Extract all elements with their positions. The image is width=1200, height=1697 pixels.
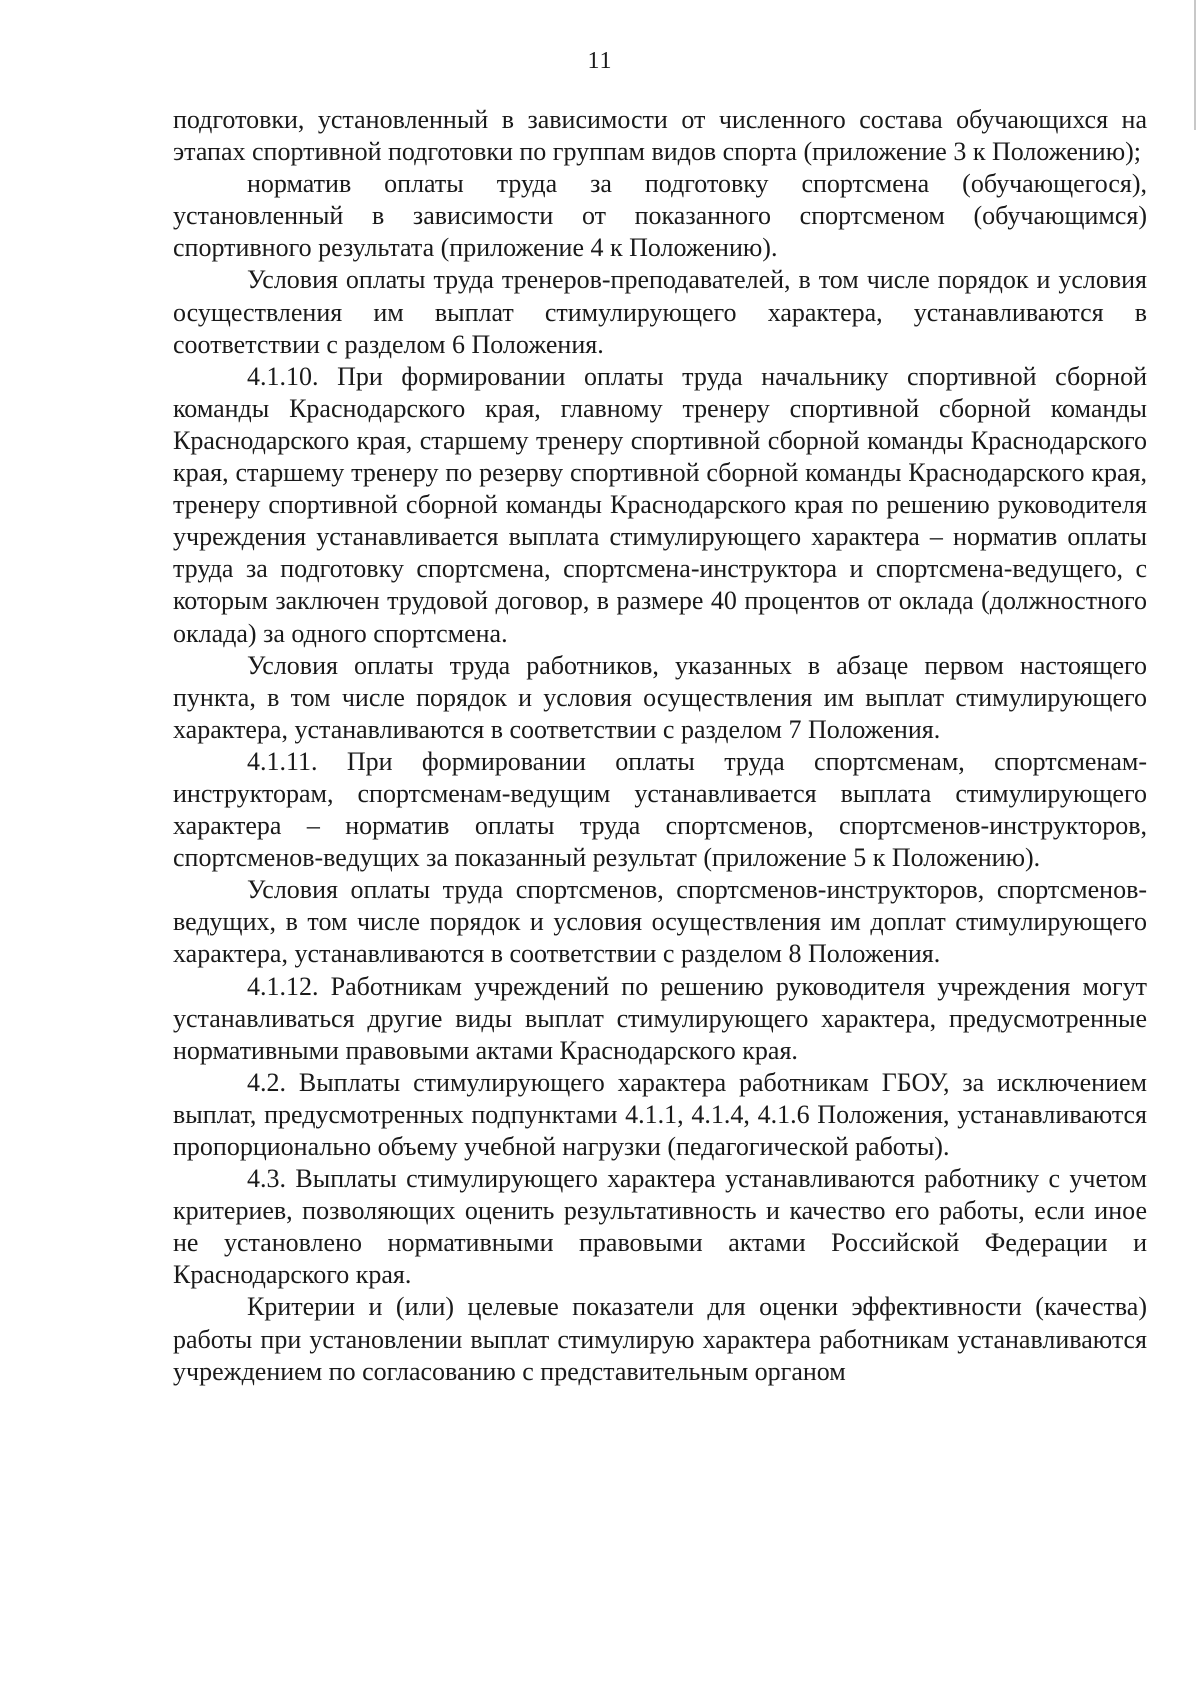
paragraph: Критерии и (или) целевые показатели для оценки эффективности (качества) работы при установлении выплат стимулирую характера работникам устанавливаются учреждением по согласованию с представительным органом — [173, 1292, 1147, 1386]
paragraph: 4.2. Выплаты стимулирующего характера работникам ГБОУ, за исключением выплат, предусмотренных подпунктами 4.1.1, 4.1.4, 4.1.6 Положения, устанавливаются пропорционально объему учебной нагрузки (педагогической работы). — [173, 1067, 1147, 1161]
paragraph: подготовки, установленный в зависимости от численного состава обучающихся на этапах спортивной подготовки по группам видов спорта (приложение 3 к Положению); — [173, 105, 1147, 167]
paragraph: Условия оплаты труда работников, указанных в абзаце первом настоящего пункта, в том числе порядок и условия осуществления им выплат стимулирующего характера, устанавливаются в соответствии с разделом 7 Положения. — [173, 650, 1147, 744]
paragraph: Условия оплаты труда спортсменов, спортсменов-инструкторов, спортсменов-ведущих, в том числе порядок и условия осуществления им доплат стимулирующего характера, устанавливаются в соответствии с разделом 8 Положения. — [173, 875, 1147, 969]
paragraph: Условия оплаты труда тренеров-преподавателей, в том числе порядок и условия осуществления им выплат стимулирующего характера, устанавливаются в соответствии с разделом 6 Положения. — [173, 265, 1147, 359]
paragraph: 4.3. Выплаты стимулирующего характера устанавливаются работнику с учетом критериев, позволяющих оценить результативность и качество его работы, если иное не установлено нормативными правовыми актами Российской Федерации и Краснодарского края. — [173, 1164, 1147, 1290]
page-number: 11 — [587, 48, 613, 74]
paragraph: 4.1.12. Работникам учреждений по решению руководителя учреждения могут устанавливаться другие виды выплат стимулирующего характера, предусмотренные нормативными правовыми актами Краснодарского края. — [173, 971, 1147, 1065]
document-body — [173, 104, 1147, 1388]
paragraph: 4.1.10. При формировании оплаты труда начальнику спортивной сборной команды Краснодарского края, главному тренеру спортивной сборной команды Краснодарского края, старшему тренеру спортивной сборной команды Краснодарского края, старшему тренеру по резерву спортивной сборной команды Краснодарского края, тренеру спортивной сборной команды Краснодарского края по решению руководителя учреждения устанавливается выплата стимулирующего характера – норматив оплаты труда за подготовку спортсмена, спортсмена-инструктора и спортсмена-ведущего, с которым заключен трудовой договор, в размере 40 процентов от оклада (должностного оклада) за одного спортсмена. — [173, 361, 1147, 648]
paragraph: норматив оплаты труда за подготовку спортсмена (обучающегося), установленный в зависимости от показанного спортсменом (обучающимся) спортивного результата (приложение 4 к Положению). — [173, 169, 1147, 263]
paragraph: 4.1.11. При формировании оплаты труда спортсменам, спортсменам-инструкторам, спортсменам-ведущим устанавливается выплата стимулирующего характера – норматив оплаты труда спортсменов, спортсменов-инструкторов, спортсменов-ведущих за показанный результат (приложение 5 к Положению). — [173, 746, 1147, 873]
